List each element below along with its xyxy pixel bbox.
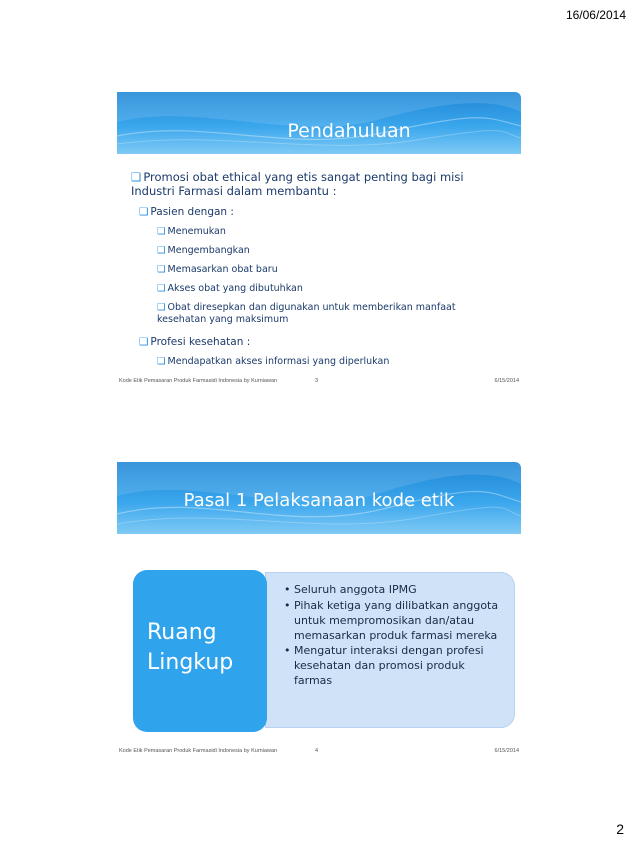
slide-header <box>117 92 521 154</box>
bullet-item <box>157 245 497 257</box>
slide-title: Pasal 1 Pelaksanaan kode etik <box>183 489 455 511</box>
slide-date: 6/15/2014 <box>494 378 519 384</box>
checkbox-bullet-icon: ❑ <box>157 264 166 275</box>
bullet-text: Memasarkan obat baru <box>167 264 278 275</box>
bullet-text: Mengembangkan <box>167 245 250 256</box>
checkbox-bullet-icon: ❑ <box>157 226 166 237</box>
bullet-item <box>131 170 491 199</box>
checkbox-bullet-icon: ❑ <box>157 356 166 367</box>
bullet-text: Menemukan <box>167 226 226 237</box>
bullet-item <box>139 336 250 349</box>
bullet-text: Mendapatkan akses informasi yang diperlukan <box>167 356 390 367</box>
ruang-lingkup-box <box>133 570 267 732</box>
slide-date: 6/15/2014 <box>494 748 519 754</box>
bullet-item <box>157 302 497 326</box>
bullet-item <box>157 356 497 368</box>
checkbox-bullet-icon: ❑ <box>157 302 166 313</box>
bullet-text: Akses obat yang dibutuhkan <box>167 283 303 294</box>
checkbox-bullet-icon: ❑ <box>157 245 166 256</box>
bullet-item <box>139 206 234 219</box>
page-number: 2 <box>616 821 624 837</box>
page-date: 16/06/2014 <box>565 8 626 22</box>
bullet-item <box>157 283 497 295</box>
box-label-line2: Lingkup <box>147 649 234 675</box>
list-item: • Mengatur interaksi dengan profesi kesehatan dan promosi produk farmas <box>284 644 506 689</box>
footer-caption: Kode Etik Pemasaran Produk Farmasidi Indonesia by Kurniawan <box>119 378 278 384</box>
checkbox-bullet-icon: ❑ <box>139 206 149 218</box>
footer-caption: Kode Etik Pemasaran Produk Farmasidi Indonesia by Kurniawan <box>119 748 278 754</box>
bullet-item <box>157 226 497 238</box>
ruang-lingkup-list <box>265 572 515 728</box>
list-item: • Seluruh anggota IPMG <box>284 583 506 598</box>
bullet-text: Pasien dengan : <box>150 206 234 218</box>
slide-title: Pendahuluan <box>287 120 411 142</box>
slide-number: 4 <box>315 748 319 754</box>
bullet-text: Promosi obat ethical yang etis sangat penting bagi misi Industri Farmasi dalam membantu : <box>131 170 464 199</box>
slide-footer <box>119 746 519 758</box>
slide-pasal-1 <box>117 462 521 758</box>
slide-header <box>117 462 521 534</box>
slide-footer <box>119 376 519 388</box>
bullet-text: Profesi kesehatan : <box>150 336 251 348</box>
checkbox-bullet-icon: ❑ <box>157 283 166 294</box>
slide-number: 3 <box>315 378 319 384</box>
slide-pendahuluan <box>117 92 521 388</box>
list-item: • Pihak ketiga yang dilibatkan anggota untuk mempromosikan dan/atau memasarkan produk farmasi mereka <box>284 599 506 644</box>
bullet-text: Obat diresepkan dan digunakan untuk memberikan manfaat kesehatan yang maksimum <box>157 302 456 325</box>
box-label-line1: Ruang <box>147 620 217 645</box>
bullet-item <box>157 264 497 276</box>
checkbox-bullet-icon: ❑ <box>131 170 142 184</box>
checkbox-bullet-icon: ❑ <box>139 336 149 348</box>
